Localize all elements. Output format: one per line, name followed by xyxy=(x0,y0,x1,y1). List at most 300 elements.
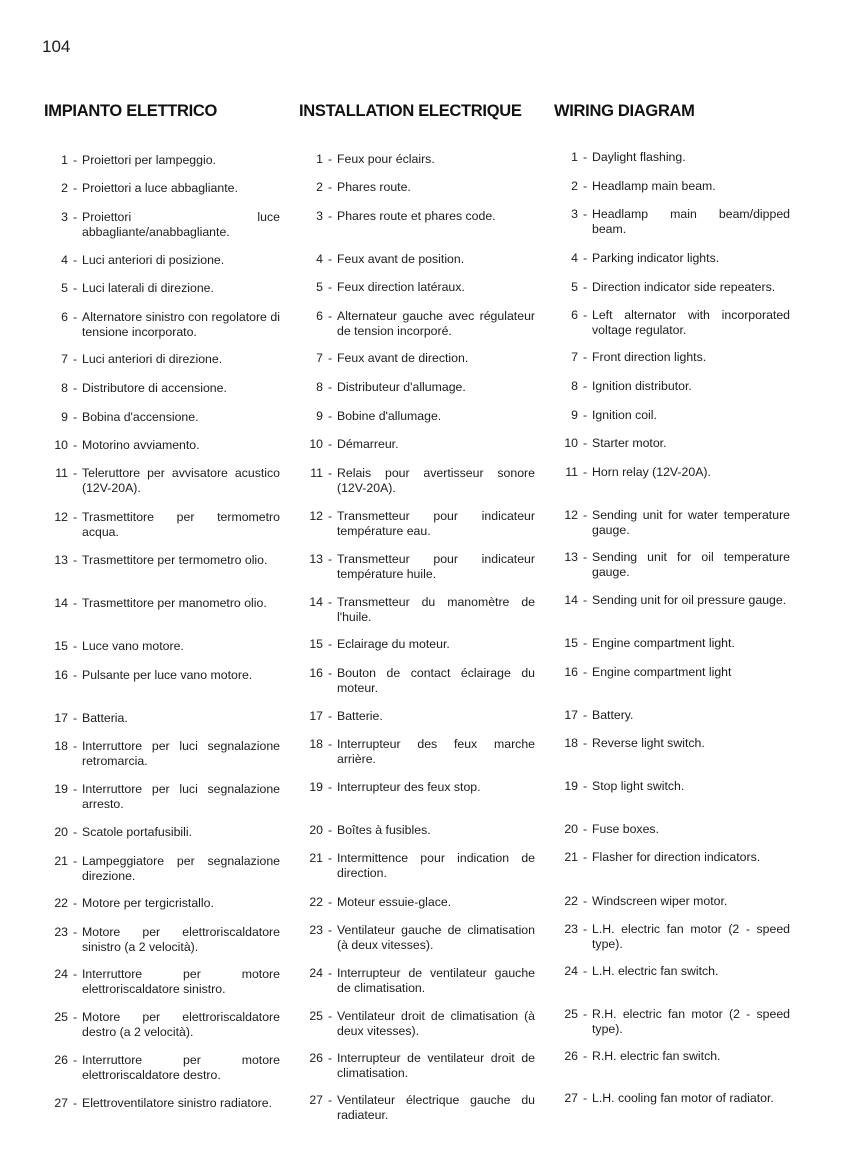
item-text: Feux avant de position. xyxy=(337,252,465,266)
item-dash: - xyxy=(72,466,78,480)
list-item xyxy=(554,822,790,837)
item-number: 4 xyxy=(571,251,578,265)
list-item xyxy=(44,466,280,495)
item-dash: - xyxy=(327,152,333,166)
item-dash: - xyxy=(327,895,333,909)
list-item xyxy=(299,252,535,267)
item-dash: - xyxy=(327,1051,333,1065)
item-text: Lampeggiatore per segnalazione direzione. xyxy=(82,854,280,883)
item-dash: - xyxy=(582,894,588,908)
item-number: 8 xyxy=(61,381,68,395)
list-item xyxy=(299,437,535,452)
item-text: Eclairage du moteur. xyxy=(337,637,450,651)
list-item xyxy=(44,310,280,339)
item-number: 15 xyxy=(54,639,68,653)
item-dash: - xyxy=(582,1049,588,1063)
item-text: Distributeur d'allumage. xyxy=(337,380,466,394)
list-item xyxy=(299,666,535,695)
item-number: 16 xyxy=(564,665,578,679)
list-item xyxy=(554,850,790,865)
item-text: Flasher for direction indicators. xyxy=(592,850,761,864)
item-number: 6 xyxy=(316,309,323,323)
item-number: 13 xyxy=(54,553,68,567)
list-item xyxy=(44,281,280,296)
list-item xyxy=(554,964,790,979)
list-item xyxy=(299,466,535,495)
list-item xyxy=(299,737,535,766)
list-item xyxy=(44,1096,280,1111)
item-dash: - xyxy=(327,437,333,451)
item-number: 23 xyxy=(309,923,323,937)
item-text: Luci anteriori di posizione. xyxy=(82,253,225,267)
item-dash: - xyxy=(327,851,333,865)
list-item xyxy=(554,1049,790,1064)
item-text: Fuse boxes. xyxy=(592,822,659,836)
list-item xyxy=(44,253,280,268)
item-text: Sending unit for water temperature gauge. xyxy=(592,508,790,537)
item-text: Moteur essuie-glace. xyxy=(337,895,452,909)
column-title-french: INSTALLATION ELECTRIQUE xyxy=(299,102,522,120)
list-item xyxy=(44,1053,280,1082)
list-item xyxy=(554,436,790,451)
item-dash: - xyxy=(582,550,588,564)
item-text: Feux pour éclairs. xyxy=(337,152,435,166)
item-text: Transmetteur pour indicateur température eau. xyxy=(337,509,535,538)
item-dash: - xyxy=(327,309,333,323)
item-dash: - xyxy=(582,736,588,750)
list-item xyxy=(44,438,280,453)
item-dash: - xyxy=(582,308,588,322)
item-text: Scatole portafusibili. xyxy=(82,825,193,839)
item-dash: - xyxy=(72,854,78,868)
item-text: Phares route et phares code. xyxy=(337,209,496,223)
item-dash: - xyxy=(582,207,588,221)
item-dash: - xyxy=(582,280,588,294)
list-item xyxy=(299,923,535,952)
item-dash: - xyxy=(327,637,333,651)
item-text: Left alternator with incorporated voltage regulator. xyxy=(592,308,790,337)
item-text: Ventilateur gauche de climatisation (à deux vitesses). xyxy=(337,923,535,952)
item-text: Proiettori luce abbagliante/anabbagliante. xyxy=(82,210,280,239)
item-text: Démarreur. xyxy=(337,437,399,451)
item-text: Luce vano motore. xyxy=(82,639,184,653)
list-item xyxy=(554,150,790,165)
item-text: Ventilateur électrique gauche du radiateur. xyxy=(337,1093,535,1122)
list-item xyxy=(299,851,535,880)
item-text: Proiettori a luce abbagliante. xyxy=(82,181,238,195)
item-number: 25 xyxy=(54,1010,68,1024)
item-number: 22 xyxy=(54,896,68,910)
item-number: 19 xyxy=(564,779,578,793)
list-item xyxy=(554,550,790,579)
item-dash: - xyxy=(327,351,333,365)
item-number: 1 xyxy=(61,153,68,167)
item-number: 1 xyxy=(316,152,323,166)
item-number: 5 xyxy=(316,280,323,294)
item-number: 11 xyxy=(310,466,323,480)
item-number: 18 xyxy=(309,737,323,751)
item-number: 24 xyxy=(54,967,68,981)
item-dash: - xyxy=(327,252,333,266)
item-dash: - xyxy=(72,596,78,610)
list-item xyxy=(299,280,535,295)
item-text: Luci laterali di direzione. xyxy=(82,281,214,295)
item-dash: - xyxy=(582,636,588,650)
item-text: Luci anteriori di direzione. xyxy=(82,352,223,366)
item-text: Distributore di accensione. xyxy=(82,381,227,395)
item-number: 2 xyxy=(316,180,323,194)
item-dash: - xyxy=(72,668,78,682)
item-number: 13 xyxy=(564,550,578,564)
item-dash: - xyxy=(72,967,78,981)
list-item xyxy=(554,665,790,680)
item-text: Interrupteur de ventilateur gauche de climatisation. xyxy=(337,966,535,995)
item-text: L.H. electric fan motor (2 - speed type). xyxy=(592,922,790,951)
list-item xyxy=(299,209,535,224)
item-number: 16 xyxy=(54,668,68,682)
list-item xyxy=(554,280,790,295)
item-number: 12 xyxy=(54,510,68,524)
item-number: 25 xyxy=(564,1007,578,1021)
list-item xyxy=(554,508,790,537)
list-item xyxy=(554,350,790,365)
item-text: Interrupteur des feux marche arrière. xyxy=(337,737,535,766)
item-dash: - xyxy=(72,510,78,524)
item-dash: - xyxy=(582,508,588,522)
list-item xyxy=(44,896,280,911)
item-text: Interruttore per luci segnalazione arresto. xyxy=(82,782,280,811)
item-number: 11 xyxy=(565,465,578,479)
list-item xyxy=(299,966,535,995)
item-text: Ignition coil. xyxy=(592,408,657,422)
list-item xyxy=(554,379,790,394)
item-dash: - xyxy=(582,150,588,164)
item-number: 5 xyxy=(571,280,578,294)
item-text: Transmetteur pour indicateur température huile. xyxy=(337,552,535,581)
item-dash: - xyxy=(327,823,333,837)
item-text: Starter motor. xyxy=(592,436,667,450)
item-dash: - xyxy=(327,666,333,680)
item-dash: - xyxy=(582,179,588,193)
item-text: Bobina d'accensione. xyxy=(82,410,199,424)
item-text: Relais pour avertisseur sonore (12V-20A). xyxy=(337,466,535,495)
item-dash: - xyxy=(72,410,78,424)
item-text: Front direction lights. xyxy=(592,350,707,364)
item-text: Pulsante per luce vano motore. xyxy=(82,668,253,682)
item-dash: - xyxy=(582,708,588,722)
item-text: Alternatore sinistro con regolatore di tensione incorporato. xyxy=(82,310,280,339)
item-dash: - xyxy=(72,825,78,839)
item-number: 4 xyxy=(61,253,68,267)
list-item xyxy=(554,636,790,651)
item-dash: - xyxy=(72,711,78,725)
list-item xyxy=(44,153,280,168)
list-item xyxy=(554,308,790,337)
item-text: Batteria. xyxy=(82,711,128,725)
item-number: 2 xyxy=(61,181,68,195)
item-dash: - xyxy=(327,180,333,194)
item-number: 9 xyxy=(316,409,323,423)
list-item xyxy=(299,823,535,838)
item-number: 24 xyxy=(309,966,323,980)
item-text: Intermittence pour indication de direction. xyxy=(337,851,535,880)
item-text: Trasmettitore per termometro olio. xyxy=(82,553,268,567)
item-dash: - xyxy=(327,552,333,566)
list-item xyxy=(299,152,535,167)
item-text: Motore per elettroriscaldatore destro (a 2 velocità). xyxy=(82,1010,280,1039)
list-item xyxy=(554,779,790,794)
item-text: Direction indicator side repeaters. xyxy=(592,280,776,294)
item-number: 18 xyxy=(54,739,68,753)
list-item xyxy=(44,210,280,239)
item-number: 20 xyxy=(309,823,323,837)
list-item xyxy=(554,708,790,723)
item-number: 4 xyxy=(316,252,323,266)
list-item xyxy=(299,780,535,795)
item-number: 27 xyxy=(309,1093,323,1107)
item-text: Motore per elettroriscaldatore sinistro (a 2 velocità). xyxy=(82,925,280,954)
item-dash: - xyxy=(582,665,588,679)
item-dash: - xyxy=(72,925,78,939)
item-number: 24 xyxy=(564,964,578,978)
list-item xyxy=(554,465,790,480)
item-dash: - xyxy=(582,593,588,607)
item-dash: - xyxy=(582,350,588,364)
item-text: Trasmettitore per manometro olio. xyxy=(82,596,267,610)
item-dash: - xyxy=(72,553,78,567)
item-number: 6 xyxy=(61,310,68,324)
item-text: Bobine d'allumage. xyxy=(337,409,442,423)
item-dash: - xyxy=(72,739,78,753)
item-text: Batterie. xyxy=(337,709,383,723)
item-dash: - xyxy=(582,922,588,936)
item-number: 5 xyxy=(61,281,68,295)
item-text: Feux direction latéraux. xyxy=(337,280,465,294)
item-number: 27 xyxy=(564,1091,578,1105)
item-dash: - xyxy=(72,310,78,324)
item-text: Sending unit for oil temperature gauge. xyxy=(592,550,790,579)
item-text: Transmetteur du manomètre de l'huile. xyxy=(337,595,535,624)
list-item xyxy=(299,595,535,624)
item-dash: - xyxy=(72,281,78,295)
item-text: R.H. electric fan switch. xyxy=(592,1049,721,1063)
list-item xyxy=(44,181,280,196)
list-item xyxy=(44,782,280,811)
list-item xyxy=(44,825,280,840)
list-item xyxy=(554,179,790,194)
item-number: 3 xyxy=(61,210,68,224)
list-item xyxy=(299,1093,535,1122)
item-number: 23 xyxy=(564,922,578,936)
list-item xyxy=(299,637,535,652)
item-text: Daylight flashing. xyxy=(592,150,686,164)
item-number: 15 xyxy=(309,637,323,651)
item-dash: - xyxy=(582,408,588,422)
list-item xyxy=(554,1007,790,1036)
item-text: Motorino avviamento. xyxy=(82,438,200,452)
item-number: 12 xyxy=(564,508,578,522)
column-title-italian: IMPIANTO ELETTRICO xyxy=(44,102,218,120)
item-dash: - xyxy=(582,1091,588,1105)
item-text: Teleruttore per avvisatore acustico (12V-20A). xyxy=(82,466,280,495)
item-number: 6 xyxy=(571,308,578,322)
list-item xyxy=(44,639,280,654)
item-dash: - xyxy=(327,595,333,609)
item-dash: - xyxy=(72,1010,78,1024)
item-number: 17 xyxy=(54,711,68,725)
list-item xyxy=(44,352,280,367)
list-item xyxy=(554,894,790,909)
item-number: 14 xyxy=(309,595,323,609)
list-item xyxy=(299,409,535,424)
list-item xyxy=(554,1091,790,1106)
list-item xyxy=(554,408,790,423)
item-number: 16 xyxy=(309,666,323,680)
list-item xyxy=(44,668,280,683)
list-item xyxy=(299,895,535,910)
item-dash: - xyxy=(72,210,78,224)
item-text: Horn relay (12V-20A). xyxy=(592,465,711,479)
item-number: 14 xyxy=(54,596,68,610)
item-text: Headlamp main beam. xyxy=(592,179,716,193)
item-dash: - xyxy=(72,153,78,167)
item-dash: - xyxy=(327,709,333,723)
list-item xyxy=(554,922,790,951)
list-item xyxy=(44,854,280,883)
item-number: 20 xyxy=(564,822,578,836)
list-item xyxy=(299,180,535,195)
item-number: 27 xyxy=(54,1096,68,1110)
item-text: Engine compartment light xyxy=(592,665,732,679)
item-number: 22 xyxy=(309,895,323,909)
item-dash: - xyxy=(327,466,333,480)
list-item xyxy=(44,553,280,568)
item-number: 13 xyxy=(309,552,323,566)
item-text: Headlamp main beam/dipped beam. xyxy=(592,207,790,236)
item-dash: - xyxy=(72,782,78,796)
item-number: 21 xyxy=(54,854,68,868)
item-text: Windscreen wiper motor. xyxy=(592,894,728,908)
item-text: Motore per tergicristallo. xyxy=(82,896,214,910)
item-text: Proiettori per lampeggio. xyxy=(82,153,216,167)
item-number: 8 xyxy=(571,379,578,393)
item-dash: - xyxy=(327,737,333,751)
list-item xyxy=(554,736,790,751)
list-item xyxy=(299,380,535,395)
item-number: 1 xyxy=(571,150,578,164)
item-number: 7 xyxy=(571,350,578,364)
item-dash: - xyxy=(72,181,78,195)
item-dash: - xyxy=(582,822,588,836)
item-number: 23 xyxy=(54,925,68,939)
item-dash: - xyxy=(72,438,78,452)
list-item xyxy=(44,410,280,425)
item-number: 22 xyxy=(564,894,578,908)
item-dash: - xyxy=(327,380,333,394)
item-dash: - xyxy=(582,465,588,479)
item-number: 10 xyxy=(564,436,578,450)
page-number: 104 xyxy=(42,37,71,56)
item-text: Bouton de contact éclairage du moteur. xyxy=(337,666,535,695)
item-dash: - xyxy=(327,1093,333,1107)
item-dash: - xyxy=(72,1053,78,1067)
item-number: 7 xyxy=(316,351,323,365)
item-number: 12 xyxy=(309,509,323,523)
item-dash: - xyxy=(582,779,588,793)
item-text: Sending unit for oil pressure gauge. xyxy=(592,593,787,607)
item-text: Interrupteur de ventilateur droit de climatisation. xyxy=(337,1051,535,1080)
item-dash: - xyxy=(327,209,333,223)
item-number: 9 xyxy=(61,410,68,424)
item-text: Ventilateur droit de climatisation (à deux vitesses). xyxy=(337,1009,535,1038)
item-number: 15 xyxy=(564,636,578,650)
list-item xyxy=(299,552,535,581)
item-dash: - xyxy=(327,509,333,523)
item-number: 2 xyxy=(571,179,578,193)
item-text: Battery. xyxy=(592,708,634,722)
item-text: Reverse light switch. xyxy=(592,736,705,750)
list-item xyxy=(44,925,280,954)
list-item xyxy=(44,510,280,539)
item-dash: - xyxy=(72,639,78,653)
item-number: 17 xyxy=(564,708,578,722)
list-item xyxy=(44,1010,280,1039)
item-dash: - xyxy=(327,966,333,980)
item-number: 10 xyxy=(309,437,323,451)
list-item xyxy=(299,709,535,724)
item-number: 8 xyxy=(316,380,323,394)
item-number: 14 xyxy=(564,593,578,607)
item-dash: - xyxy=(582,436,588,450)
item-dash: - xyxy=(582,1007,588,1021)
item-text: Interrupteur des feux stop. xyxy=(337,780,481,794)
item-number: 26 xyxy=(309,1051,323,1065)
item-text: Engine compartment light. xyxy=(592,636,735,650)
list-item xyxy=(554,251,790,266)
item-dash: - xyxy=(327,923,333,937)
column-title-english: WIRING DIAGRAM xyxy=(554,102,695,120)
item-number: 21 xyxy=(564,850,578,864)
list-item xyxy=(44,967,280,996)
item-number: 10 xyxy=(54,438,68,452)
item-dash: - xyxy=(327,780,333,794)
item-number: 3 xyxy=(316,209,323,223)
item-text: Interruttore per motore elettroriscaldatore sinistro. xyxy=(82,967,280,996)
item-text: Boîtes à fusibles. xyxy=(337,823,431,837)
list-item xyxy=(299,351,535,366)
item-text: Interruttore per luci segnalazione retromarcia. xyxy=(82,739,280,768)
item-text: Trasmettitore per termometro acqua. xyxy=(82,510,280,539)
list-item xyxy=(554,207,790,236)
item-dash: - xyxy=(582,251,588,265)
item-number: 26 xyxy=(54,1053,68,1067)
item-dash: - xyxy=(327,409,333,423)
item-text: Elettroventilatore sinistro radiatore. xyxy=(82,1096,273,1110)
item-dash: - xyxy=(72,896,78,910)
item-number: 18 xyxy=(564,736,578,750)
item-dash: - xyxy=(582,964,588,978)
item-text: Stop light switch. xyxy=(592,779,685,793)
item-text: Feux avant de direction. xyxy=(337,351,469,365)
item-number: 11 xyxy=(55,466,68,480)
item-dash: - xyxy=(72,1096,78,1110)
list-item xyxy=(299,509,535,538)
item-text: Alternateur gauche avec régulateur de tension incorporé. xyxy=(337,309,535,338)
item-dash: - xyxy=(582,379,588,393)
list-item xyxy=(44,381,280,396)
item-number: 21 xyxy=(309,851,323,865)
item-text: R.H. electric fan motor (2 - speed type). xyxy=(592,1007,790,1036)
